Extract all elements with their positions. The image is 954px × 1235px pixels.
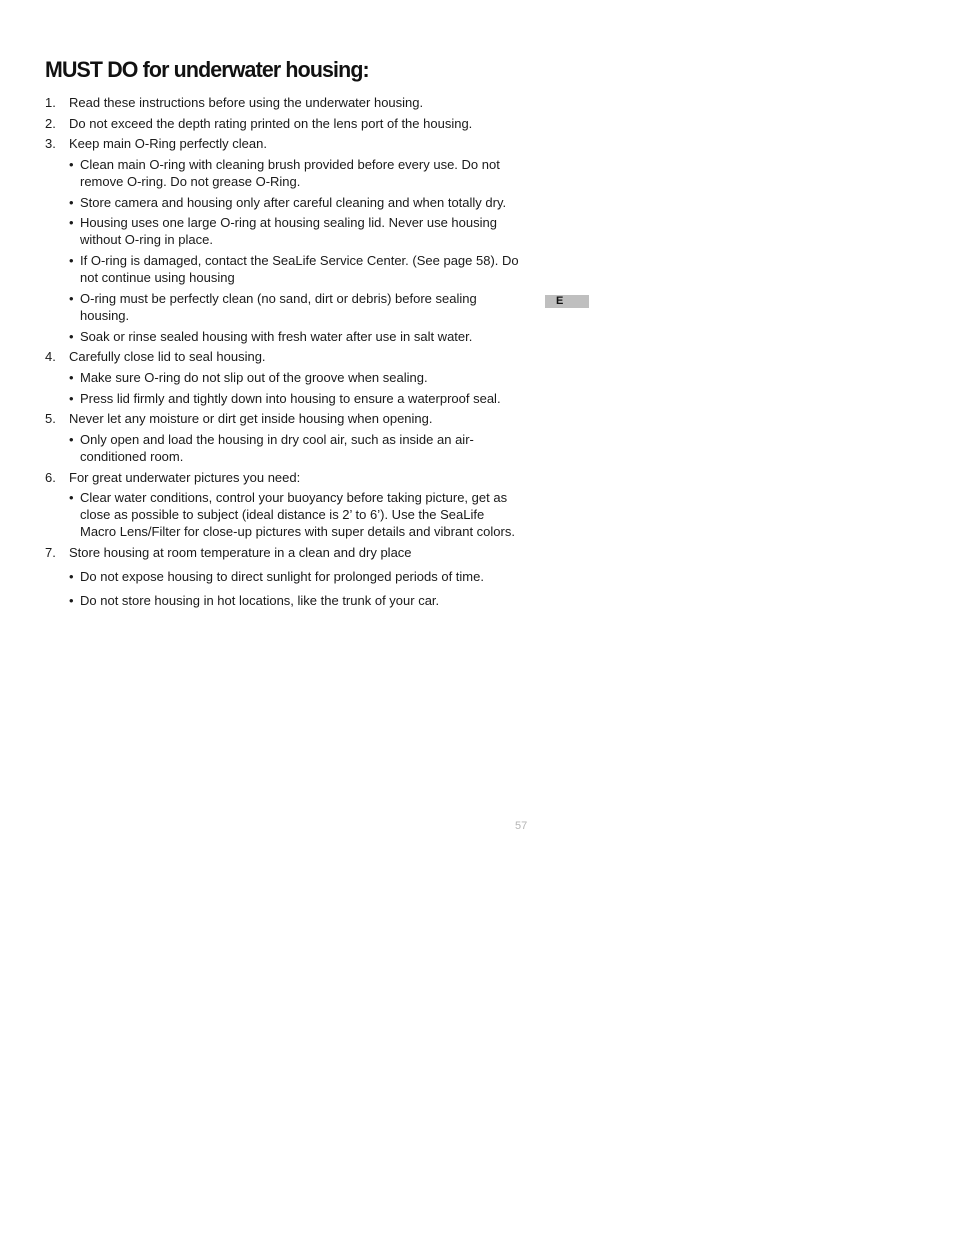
item-text: Keep main O-Ring perfectly clean.: [69, 136, 267, 152]
list-item-1: [45, 94, 525, 111]
bullet-text: If O-ring is damaged, contact the SeaLife Service Center. (See page 58). Do not continue using housing: [80, 253, 519, 286]
bullet-text: Clear water conditions, control your buoyancy before taking picture, get as close as possible to subject (ideal distance is 2’ to 6’). Use the SeaLife Macro Lens/Filter for close-up pictures with super details and vibrant colors.: [80, 490, 515, 540]
bullet-item: [69, 390, 520, 407]
item-number: 3.: [45, 136, 56, 152]
language-tab: [545, 295, 589, 308]
bullet-text: O-ring must be perfectly clean (no sand, dirt or debris) before sealing housing.: [80, 290, 477, 323]
bullet-dot: •: [69, 369, 74, 385]
bullet-item: [69, 592, 520, 609]
item-number: 7.: [45, 545, 56, 560]
item-text: Read these instructions before using the underwater housing.: [69, 95, 424, 110]
item-text: Store housing at room temperature in a clean and dry place: [69, 545, 412, 560]
bullet-text: Make sure O-ring do not slip out of the groove when sealing.: [80, 369, 428, 385]
bullet-text: Clean main O-ring with cleaning brush provided before every use. Do not remove O-ring. Do not grease O-Ring.: [80, 157, 500, 190]
item-number: 4.: [45, 349, 56, 365]
bullet-item: [69, 489, 520, 540]
list-item-5: [45, 410, 525, 427]
bullet-text: Housing uses one large O-ring at housing sealing lid. Never use housing without O-ring in place.: [80, 215, 497, 248]
bullet-text: Do not store housing in hot locations, like the trunk of your car.: [80, 593, 440, 608]
bullet-dot: •: [69, 490, 74, 506]
bullet-item: [69, 369, 520, 386]
bullet-dot: •: [69, 328, 74, 344]
bullet-item: [69, 431, 520, 465]
list-item-7: [45, 544, 525, 561]
bullet-item: [69, 290, 520, 324]
page-title: MUST DO for underwater housing:: [45, 57, 369, 82]
bullet-dot: •: [69, 431, 74, 447]
bullet-item: [69, 156, 520, 190]
bullet-dot: •: [69, 390, 74, 406]
language-tab-label: E: [556, 295, 564, 307]
item-number: 2.: [45, 115, 56, 131]
bullet-dot: •: [69, 593, 74, 608]
page-number: 57: [515, 820, 528, 832]
bullet-dot: •: [69, 290, 74, 306]
item-number: 6.: [45, 469, 56, 485]
list-item-2: [45, 115, 525, 132]
item-text: Do not exceed the depth rating printed on the lens port of the housing.: [69, 115, 473, 131]
item-number: 5.: [45, 411, 56, 427]
bullet-item: [69, 214, 520, 248]
list-item-3: [45, 135, 525, 152]
bullet-dot: •: [69, 215, 74, 231]
bullet-text: Do not expose housing to direct sunlight for prolonged periods of time.: [80, 569, 484, 584]
bullet-text: Store camera and housing only after careful cleaning and when totally dry.: [80, 194, 507, 210]
bullet-dot: •: [69, 253, 74, 269]
instructions-list: [45, 94, 525, 613]
bullet-dot: •: [69, 569, 74, 584]
item-number: 1.: [45, 95, 56, 110]
bullet-item: [69, 328, 520, 345]
item-text: For great underwater pictures you need:: [69, 469, 301, 485]
list-item-4: [45, 348, 525, 365]
list-item-6: [45, 469, 525, 486]
bullet-text: Soak or rinse sealed housing with fresh water after use in salt water.: [80, 328, 473, 344]
item-text: Never let any moisture or dirt get inside housing when opening.: [69, 411, 433, 427]
item-text: Carefully close lid to seal housing.: [69, 349, 266, 365]
bullet-item: [69, 194, 520, 211]
bullet-text: Press lid firmly and tightly down into housing to ensure a waterproof seal.: [80, 390, 501, 406]
bullet-dot: •: [69, 194, 74, 210]
bullet-item: [69, 568, 520, 585]
bullet-item: [69, 252, 520, 286]
bullet-dot: •: [69, 157, 74, 173]
bullet-text: Only open and load the housing in dry cool air, such as inside an air-conditioned room.: [80, 431, 474, 464]
